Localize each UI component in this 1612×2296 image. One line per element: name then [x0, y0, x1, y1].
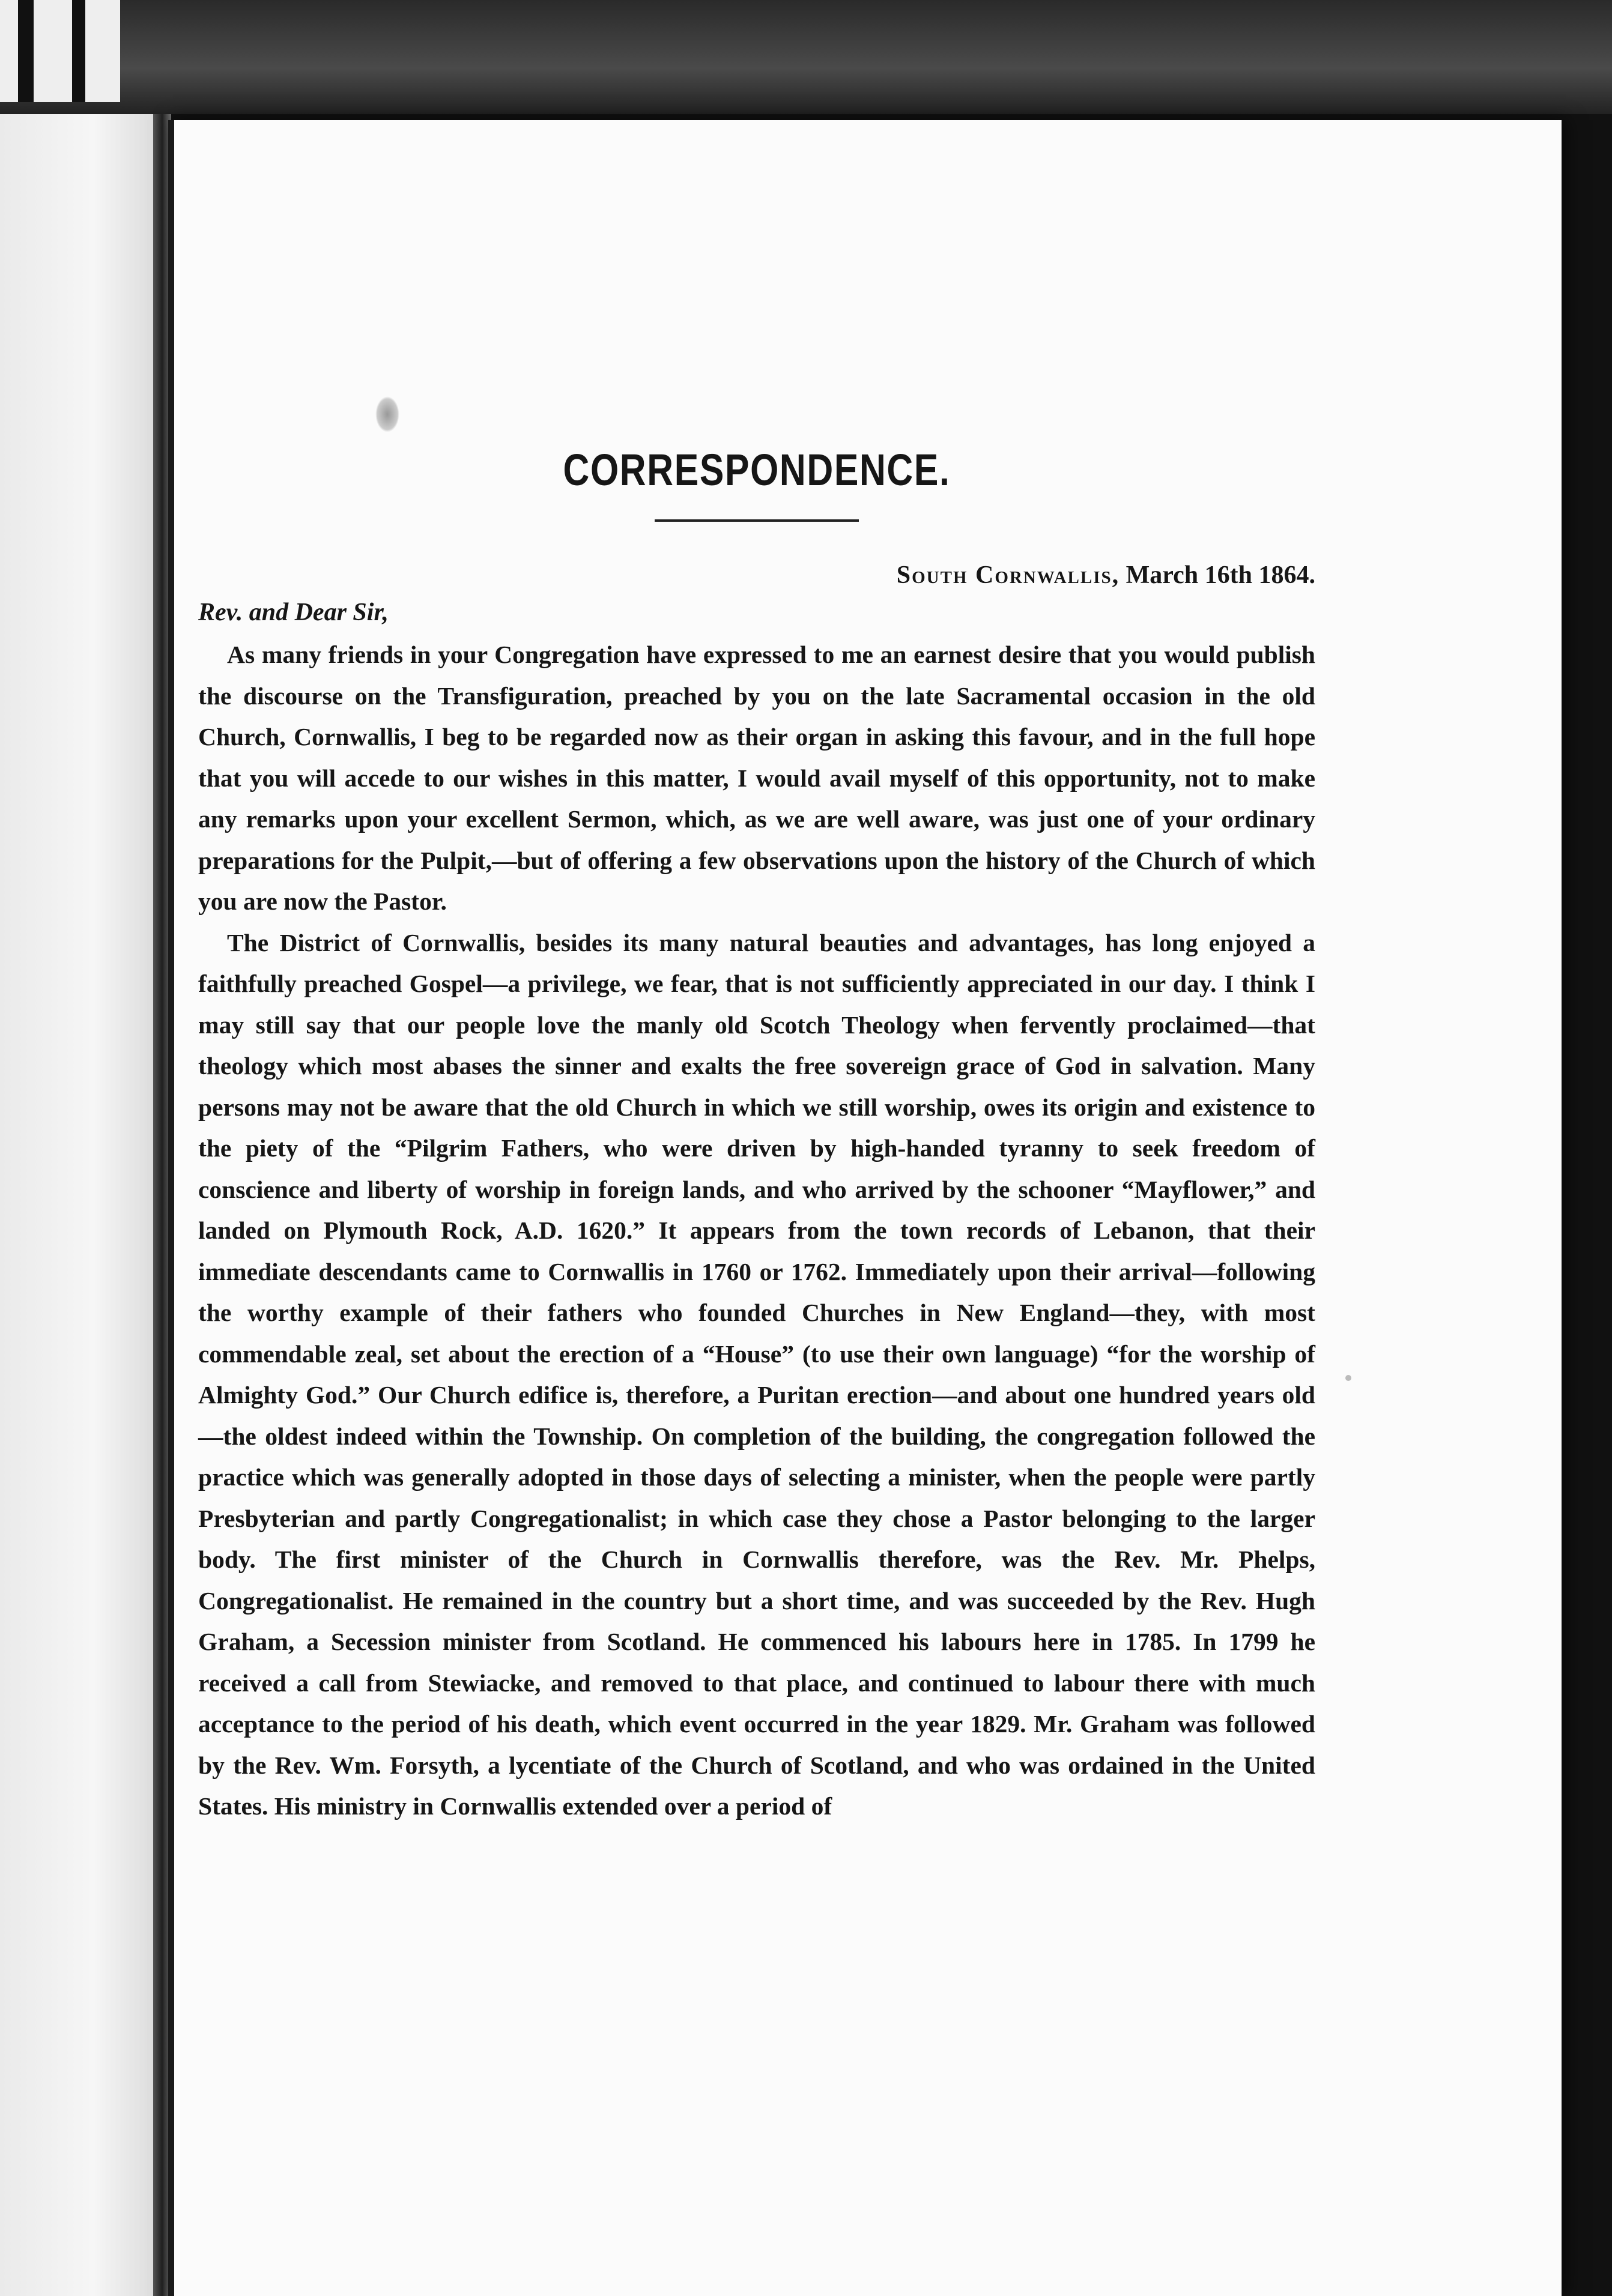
dateline-date: March 16th 1864.: [1126, 561, 1315, 589]
film-top-edge: [0, 0, 1612, 114]
film-bar: [18, 0, 34, 102]
paragraph-1: As many friends in your Congregation have expressed to me an earnest desire that you would publish the discourse on the Transfiguration, preached by you on the late Sacramental occasion in the old Church, Cornwallis, I beg to be regarded now as their organ in asking this favour, and in the full hope that you will accede to our wishes in this matter, I would avail myself of this opportunity, not to make any remarks upon your excellent Sermon, which, as we are well aware, was just one of your ordinary preparations for the Pulpit,—but of offering a few observations upon the history of the Church of which you are now the Pastor.: [198, 641, 1315, 915]
letter-dateline: [198, 561, 1315, 590]
facing-page: [0, 114, 156, 2296]
dateline-place: South Cornwallis,: [896, 561, 1120, 589]
letter-salutation: Rev. and Dear Sir,: [198, 599, 389, 626]
paragraph-2: The District of Cornwallis, besides its many natural beauties and advantages, has long enjoyed a faithfully preached Gospel—a privilege, we fear, that is not sufficiently appreciated in our day. I think I may still say that our people love the manly old Scotch Theology when fervently proclaimed—that theology which most abases the sinner and exalts the free sovereign grace of God in salvation. Many persons may not be aware that the old Church in which we still worship, owes its origin and existence to the piety of the “Pilgrim Fathers, who were driven by high-handed tyranny to seek freedom of conscience and liberty of worship in foreign lands, and who arrived by the schooner “Mayflower,” and landed on Plymouth Rock, A.D. 1620.” It appears from the town records of Lebanon, that their immediate descendants came to Cornwallis in 1760 or 1762. Immediately upon their arrival—following the worthy example of their fathers who founded Churches in New England—they, with most commendable zeal, set about the erection of a “House” (to use their own language) “for the worship of Almighty God.” Our Church edifice is, therefore, a Puritan erection—and about one hundred years old—the oldest indeed within the Township. On completion of the building, the congregation followed the practice which was generally adopted in those days of selecting a minister, when the people were partly Presbyterian and partly Congregationalist; in which case they chose a Pastor belonging to the larger body. The first minister of the Church in Cornwallis therefore, was the Rev. Mr. Phelps, Congregationalist. He remained in the country but a short time, and was succeeded by the Rev. Hugh Graham, a Secession minister from Scotland. He commenced his labours here in 1785. In 1799 he received a call from Stewiacke, and removed to that place, and continued to labour there with much acceptance to the period of his death, which event occurred in the year 1829. Mr. Graham was followed by the Rev. Wm. Forsyth, a lycentiate of the Church of Scotland, and who was ordained in the United States. His ministry in Cornwallis extended over a period of: [198, 928, 1315, 1820]
page-speck: [1345, 1375, 1351, 1381]
page-title: CORRESPONDENCE.: [563, 445, 951, 495]
title-rule: [655, 519, 859, 522]
letter-body: [198, 444, 1315, 1827]
film-bar: [72, 0, 85, 102]
page-smudge: [375, 396, 399, 432]
film-left-edge: [0, 0, 120, 102]
